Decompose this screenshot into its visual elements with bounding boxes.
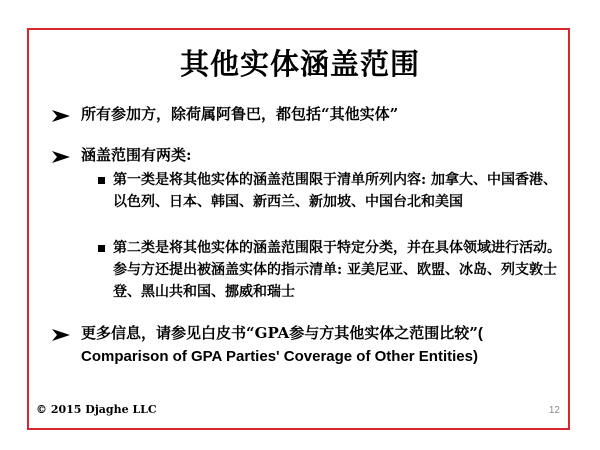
sub-item-text: 第一类是将其他实体的涵盖范围限于清单所列内容: 加拿大、中国香港、以色列、日本、韩国、新西兰、新加坡、中国台北和美国 — [113, 172, 558, 210]
slide-frame — [27, 28, 570, 430]
arrowhead-bullet-icon — [52, 109, 70, 123]
arrowhead-bullet-icon — [52, 150, 70, 164]
page-number: 12 — [548, 405, 560, 416]
bullet-text: 涵盖范围有两类: — [81, 146, 192, 164]
square-bullet-icon — [98, 177, 105, 184]
bullet-text-cn: 更多信息，请参见白皮书“GPA参与方其他实体之范围比较” — [81, 324, 478, 342]
bullet-item-2 — [52, 144, 192, 166]
copyright-footer: © 2015 Djaghe LLC — [36, 403, 157, 416]
sub-item-text: 第二类是将其他实体的涵盖范围限于特定分类，并在具体领域进行活动。参与方还提出被涵盖实体的指示清单: 亚美尼亚、欧盟、冰岛、列支敦士登、黑山共和国、挪威和瑞士 — [113, 240, 561, 300]
sub-item-1 — [98, 169, 568, 213]
bullet-text — [81, 322, 551, 368]
slide-title: 其他实体涵盖范围 — [179, 47, 420, 81]
bullet-item-1 — [52, 103, 398, 125]
square-bullet-icon — [98, 245, 105, 252]
sub-item-2 — [98, 237, 568, 303]
bullet-text: 所有参加方，除荷属阿鲁巴，都包括“其他实体” — [81, 105, 399, 123]
bullet-item-3 — [52, 322, 551, 368]
bullet-text-en: ( Comparison of GPA Parties' Coverage of Other Entities) — [81, 325, 483, 365]
arrowhead-bullet-icon — [52, 328, 70, 342]
